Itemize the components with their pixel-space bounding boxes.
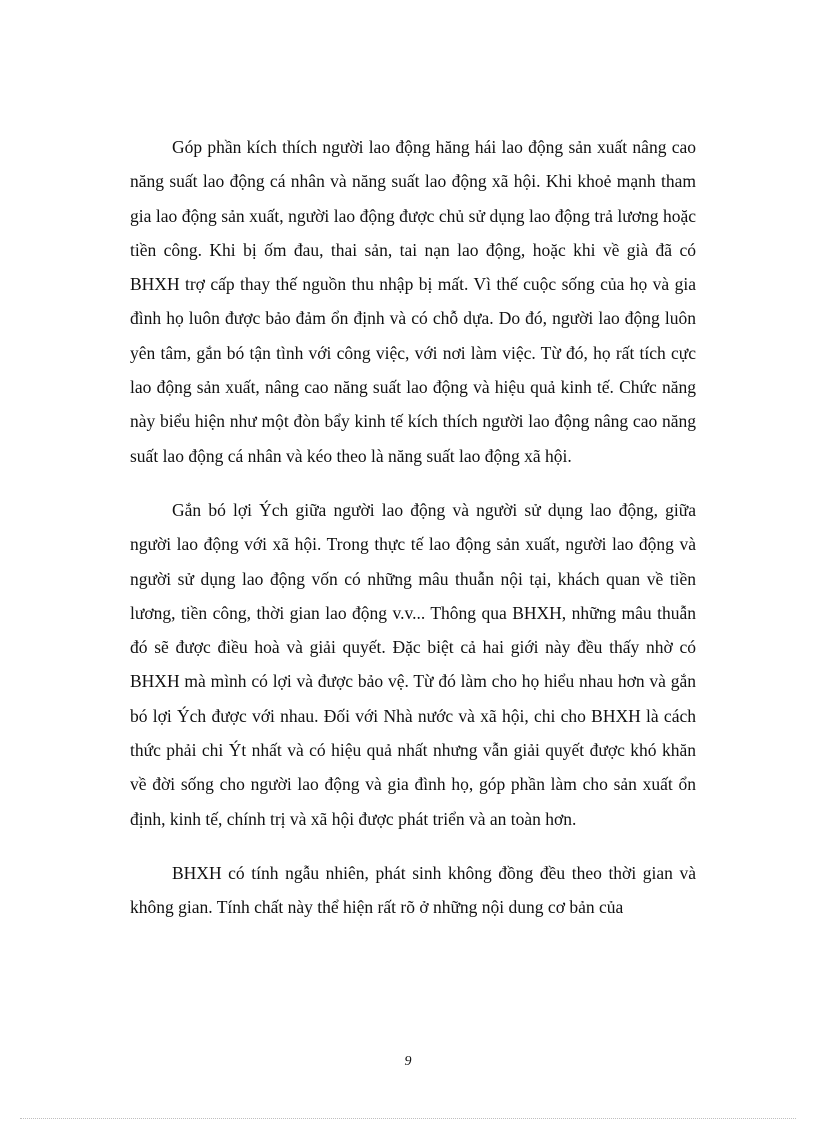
paragraph-2: Gắn bó lợi Ých giữa người lao động và người sử dụng lao động, giữa người lao động với xã hội. Trong thực tế lao động sản xuất, người lao động và người sử dụng lao động vốn có những mâu thuẫn nội tại, khách quan về tiền lương, tiền công, thời gian lao động v.v... Thông qua BHXH, những mâu thuẫn đó sẽ được điều hoà và giải quyết. Đặc biệt cả hai giới này đều thấy nhờ có BHXH mà mình có lợi và được bảo vệ. Từ đó làm cho họ hiểu nhau hơn và gắn bó lợi Ých được với nhau. Đối với Nhà nước và xã hội, chi cho BHXH là cách thức phải chi Ýt nhất và có hiệu quả nhất nhưng vẫn giải quyết được khó khăn về đời sống cho người lao động và gia đình họ, góp phần làm cho sản xuất ổn định, kinh tế, chính trị và xã hội được phát triển và an toàn hơn. [130, 499, 696, 829]
body-text [130, 130, 696, 925]
page-break-divider [20, 1118, 796, 1119]
paragraph-1: Góp phần kích thích người lao động hăng hái lao động sản xuất nâng cao năng suất lao động cá nhân và năng suất lao động xã hội. Khi khoẻ mạnh tham gia lao động sản xuất, người lao động được chủ sử dụng lao động trả lương hoặc tiền công. Khi bị ốm đau, thai sản, tai nạn lao động, hoặc khi về già đã có BHXH trợ cấp thay thế nguồn thu nhập bị mất. Vì thế cuộc sống của họ và gia đình họ luôn được bảo đảm ổn định và có chỗ dựa. Do đó, người lao động luôn yên tâm, gắn bó tận tình với công việc, với nơi làm việc. Từ đó, họ rất tích cực lao động sản xuất, nâng cao năng suất lao động và hiệu quả kinh tế. Chức năng này biểu hiện như một đòn bẩy kinh tế kích thích người lao động nâng cao năng suất lao động cá nhân và kéo theo là năng suất lao động xã hội. [130, 137, 696, 466]
paragraph-3: BHXH có tính ngẫu nhiên, phát sinh không đồng đều theo thời gian và không gian. Tính chất này thể hiện rất rõ ở những nội dung cơ bản của [130, 862, 696, 918]
page-number: 9 [404, 1054, 412, 1069]
